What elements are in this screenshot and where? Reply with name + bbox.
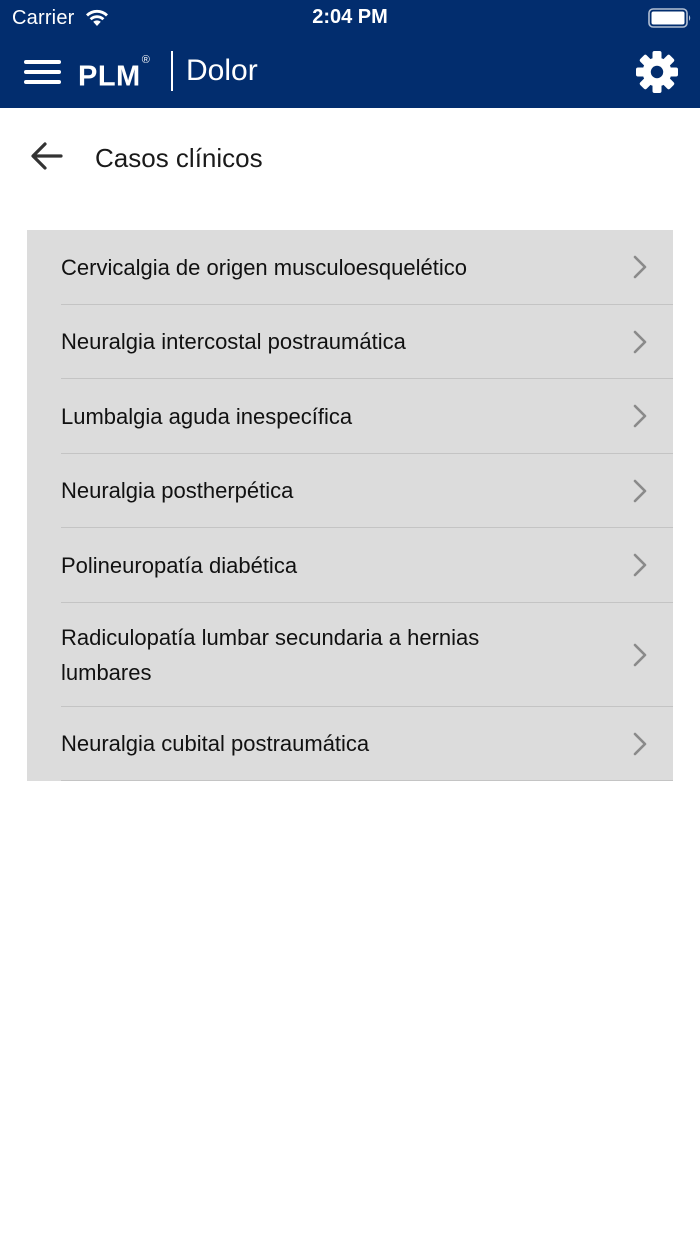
case-item-neuralgia-intercostal[interactable] [27,305,673,380]
case-item-label: Neuralgia intercostal postraumática [61,329,406,355]
case-item-radiculopatia[interactable] [27,603,673,707]
page-header [0,108,700,208]
page-title: Casos clínicos [95,143,263,173]
status-bar [0,0,700,36]
case-item-label: Radiculopatía lumbar secundaria a hernias lumbares [61,624,480,685]
app-header [0,0,700,108]
logo-divider [171,51,173,91]
gear-icon[interactable] [635,50,679,94]
app-name: Dolor [186,54,258,87]
case-item-label: Polineuropatía diabética [61,552,298,578]
chevron-right-icon [633,479,647,503]
chevron-right-icon [633,330,647,354]
nav-bar [0,36,700,108]
chevron-right-icon [633,643,647,667]
case-item-cervicalgia[interactable] [27,230,673,305]
status-time: 2:04 PM [312,6,388,28]
back-button[interactable] [26,136,68,176]
plm-logo [78,53,150,96]
case-item-label: Cervicalgia de origen musculoesquelético [61,254,468,280]
case-item-polineuropatia[interactable] [27,528,673,603]
logo-text: PLM [78,60,141,93]
battery-icon [648,8,692,28]
carrier-name: Carrier [12,7,75,29]
chevron-right-icon [633,732,647,756]
logo-registered-mark: ® [141,54,151,66]
chevron-right-icon [633,553,647,577]
chevron-right-icon [633,404,647,428]
back-arrow-icon [30,141,64,171]
clinical-cases-list [27,230,673,781]
case-item-neuralgia-cubital[interactable] [27,707,673,782]
case-item-neuralgia-postherpetica[interactable] [27,454,673,529]
case-item-label: Lumbalgia aguda inespecífica [61,403,353,429]
case-item-label: Neuralgia postherpética [61,478,294,504]
case-item-lumbalgia[interactable] [27,379,673,454]
menu-icon[interactable] [24,58,61,86]
case-item-label: Neuralgia cubital postraumática [61,731,370,757]
chevron-right-icon [633,255,647,279]
